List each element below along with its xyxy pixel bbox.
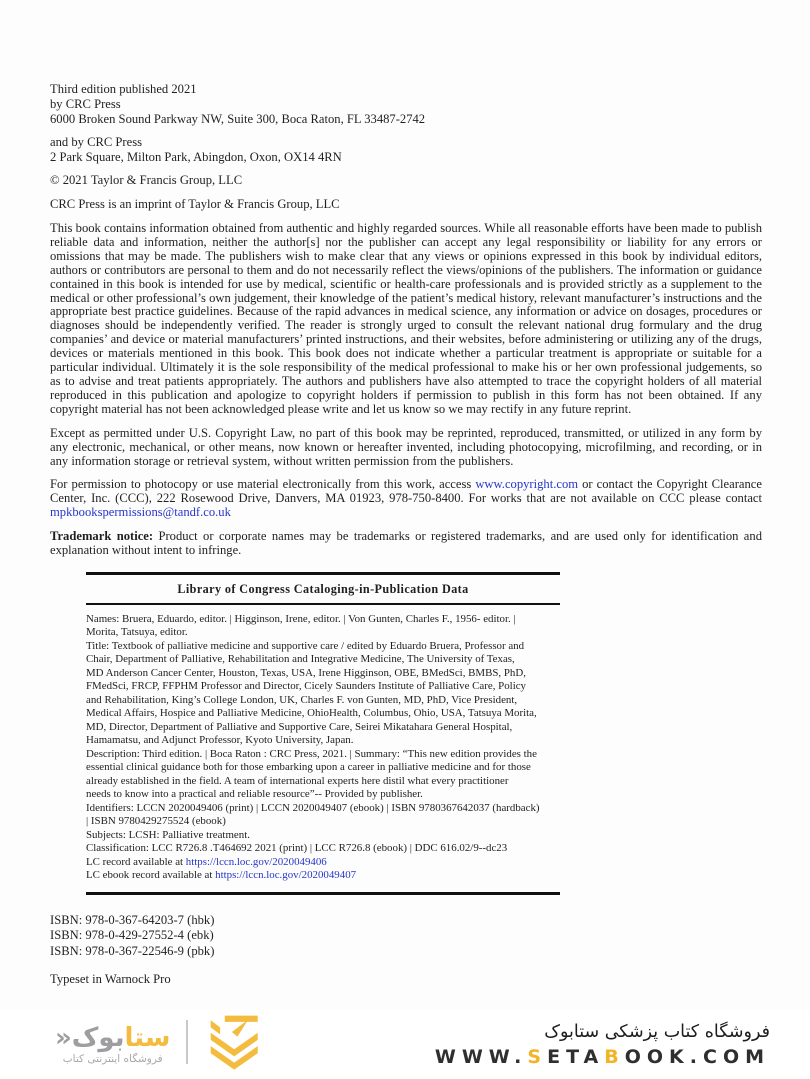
loc-line: already established in the field. A team of international experts here distil what every practitioner (86, 774, 509, 787)
loc-line: MD Anderson Cancer Center, Houston, Texas, USA, Irene Higginson, OBE, BMedSci, BMBS, PhD, (86, 666, 526, 679)
publisher-address-uk: 2 Park Square, Milton Park, Abingdon, Oxon, OX14 4RN (50, 150, 342, 164)
copyright-com-link[interactable]: www.copyright.com (475, 477, 579, 492)
loc-line: Morita, Tatsuya, editor. (86, 626, 188, 639)
isbn-pbk: ISBN: 978-0-367-22546-9 (pbk) (50, 943, 215, 958)
lc-ebook-line (86, 869, 560, 883)
loc-line: MD, Director, Department of Palliative and Supportive Care, Seirei Mikatahara General Hospital, (86, 720, 513, 733)
trademark-text: Product or corporate names may be trademarks or registered trademarks, and are used only for identification and explanation without intent to infringe. (50, 529, 762, 558)
imprint-line: CRC Press is an imprint of Taylor & Francis Group, LLC (50, 197, 340, 211)
setabook-wordmark-text (55, 1024, 170, 1052)
url-segment: ETA (547, 1045, 605, 1068)
logo-tagline: فروشگاه اینترنتی کتاب (62, 1053, 163, 1065)
permissions-email-link[interactable]: mpkbookspermissions@tandf.co.uk (50, 505, 231, 520)
site-url[interactable] (435, 1044, 770, 1070)
lc-record-link[interactable]: https://lccn.loc.gov/2020049406 (185, 855, 327, 868)
copyright-line: © 2021 Taylor & Francis Group, LLC (50, 173, 243, 187)
wordmark-yellow-part: ستا (124, 1023, 171, 1053)
loc-bottom-rule (86, 892, 560, 895)
publisher-line: by CRC Press (50, 97, 121, 111)
setabook-wordmark (55, 1024, 170, 1065)
store-title-fa: فروشگاه کتاب پزشکی ستابوک (544, 1021, 770, 1042)
publisher-line-uk: and by CRC Press (50, 135, 143, 149)
wordmark-gray-part: بوک (71, 1023, 125, 1053)
publisher-address-us: 6000 Broken Sound Parkway NW, Suite 300, Boca Raton, FL 33487-2742 (50, 112, 426, 126)
loc-line: Chair, Department of Palliative, Rehabilitation and Integrative Medicine, The University of Texas, (86, 653, 515, 666)
trademark-label: Trademark notice: (50, 529, 154, 544)
loc-line: Medical Affairs, Hospice and Palliative Medicine, OhioHealth, Columbus, Ohio, USA, Tatsuya Morita, (86, 707, 537, 720)
permissions-text-2: or contact the Copyright Clearance Center, Inc. (CCC), 222 Rosewood Drive, Danvers, MA 01923, 978-750-8400. For works that are not available on CCC please contact (50, 477, 762, 506)
edition-line: Third edition published 2021 (50, 82, 197, 96)
loc-line: Identifiers: LCCN 2020049406 (print) | LCCN 2020049407 (ebook) | ISBN 9780367642037 (hardback) (86, 801, 540, 814)
loc-line: | ISBN 9780429275524 (ebook) (86, 815, 226, 828)
url-segment: OOK.COM (624, 1045, 770, 1068)
loc-line: Hamamatsu, and Adjunct Professor, Kyoto University, Japan. (86, 734, 354, 747)
isbn-block (50, 913, 762, 959)
setabook-logo[interactable] (55, 1014, 268, 1076)
loc-line: Classification: LCC R726.8 .T464692 2021 (print) | LCC R726.8 (ebook) | DDC 616.02/9--dc23 (86, 842, 508, 855)
copyright-law-paragraph: Except as permitted under U.S. Copyright Law, no part of this book may be reprinted, reproduced, transmitted, or utilized in any form by any electronic, mechanical, or other means, now known or hereafter invented, including photocopying, microfilming, and recording, or in any information storage or retrieval system, without written permission from the publishers. (50, 425, 762, 468)
typeset-note: Typeset in Warnock Pro (50, 972, 171, 987)
loc-line: and Rehabilitation, King’s College London, UK, Charles F. von Gunten, MD, PhD, Vice President, (86, 693, 518, 706)
publisher-block-uk (50, 135, 762, 165)
permissions-text-1: For permission to photocopy or use material electronically from this work, access (50, 477, 476, 492)
loc-line: needs to know into a practical and reliable resource”-- Provided by publisher. (86, 788, 423, 801)
trademark-paragraph (50, 530, 762, 558)
setabook-chevron-emblem-icon (202, 1014, 268, 1072)
url-segment-accent-b: B (604, 1045, 625, 1068)
loc-heading: Library of Congress Cataloging-in-Publication Data (177, 581, 469, 596)
permissions-paragraph (50, 478, 762, 520)
loc-line: Names: Bruera, Eduardo, editor. | Higginson, Irene, editor. | Von Gunten, Charles F., 1956- editor. | (86, 612, 516, 625)
publisher-block-us (50, 82, 762, 127)
url-segment: WWW. (434, 1045, 528, 1068)
loc-line: FMedSci, FRCP, FFPHM Professor and Director, Cicely Saunders Institute of Palliative Care, Policy (86, 680, 527, 693)
lc-record-text: LC record available at (86, 855, 186, 868)
isbn-hbk: ISBN: 978-0-367-64203-7 (hbk) (50, 912, 215, 927)
footer-banner (0, 1010, 810, 1079)
lc-ebook-link[interactable]: https://lccn.loc.gov/2020049407 (215, 869, 357, 882)
double-chevron-left-icon: « (55, 1023, 72, 1053)
footer-divider (186, 1020, 188, 1064)
isbn-ebk: ISBN: 978-0-429-27552-4 (ebk) (50, 928, 214, 943)
loc-cataloging-box (86, 572, 560, 895)
lc-record-line (86, 856, 560, 870)
url-segment-accent-s: S (527, 1045, 548, 1068)
lc-ebook-text: LC ebook record available at (86, 869, 216, 882)
loc-line: Subjects: LCSH: Palliative treatment. (86, 828, 250, 841)
loc-content (86, 605, 560, 892)
loc-line: Description: Third edition. | Boca Raton : CRC Press, 2021. | Summary: “This new edition provides the (86, 747, 537, 760)
footer-store-info (435, 1020, 770, 1070)
disclaimer-paragraph: This book contains information obtained from authentic and highly regarded sources. While all reasonable efforts have been made to publish reliable data and information, neither the author[s] nor the publisher can accept any legal responsibility or liability for any errors or omissions that may be made. The publishers wish to make clear that any views or opinions expressed in this book by individual editors, authors or contributors are personal to them and do not necessarily reflect the views/opinions of the publishers. The information or guidance contained in this book is intended for use by medical, scientific or health-care professionals and is provided strictly as a supplement to the medical or other professional’s own judgement, their knowledge of the patient’s medical history, relevant manufacturer’s instructions and the appropriate best practice guidelines. Because of the rapid advances in medical science, any information or advice on dosages, procedures or diagnoses should be independently verified. The reader is strongly urged to consult the relevant national drug formulary and the drug companies’ and device or material manufacturers’ printed instructions, and their websites, before administering or utilizing any of the drugs, devices or materials mentioned in this book. This book does not indicate whether a particular treatment is appropriate or suitable for a particular individual. Ultimately it is the sole responsibility of the medical professional to make his or her own professional judgements, so as to advise and treat patients appropriately. The authors and publishers have also attempted to trace the copyright holders of all material reproduced in this publication and apologize to copyright holders if permission to publish in this form has not been obtained. If any copyright material has not been acknowledged please write and let us know so we may rectify in any future reprint. (50, 221, 762, 416)
loc-line: Title: Textbook of palliative medicine and supportive care / edited by Eduardo Bruera, Professor and (86, 639, 525, 652)
loc-line: essential clinical guidance both for those embarking upon a career in palliative medicine and for those (86, 761, 531, 774)
